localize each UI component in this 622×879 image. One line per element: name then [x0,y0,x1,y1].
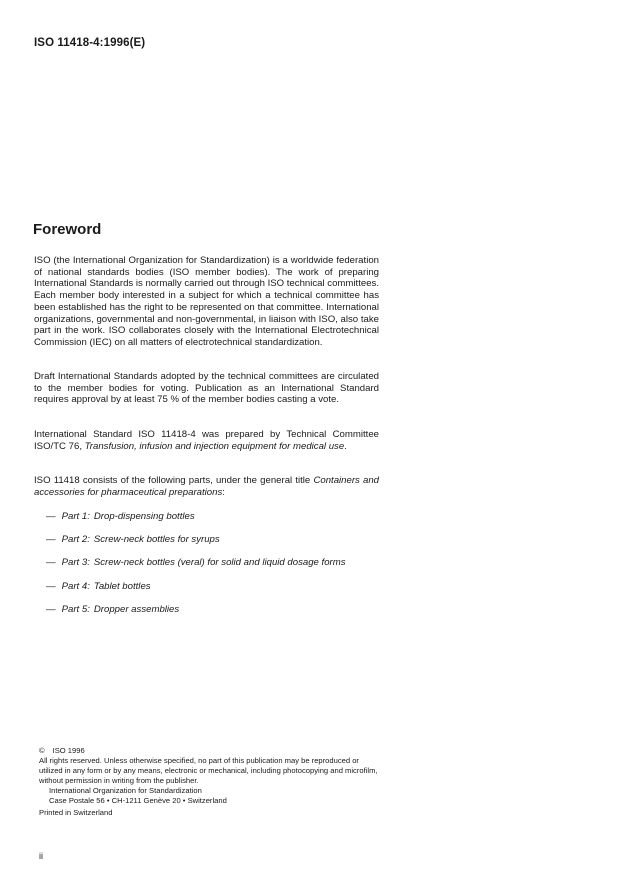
general-title: Containers and accessories for pharmaceutical preparations [34,475,380,498]
copyright-year: ISO 1996 [52,746,85,755]
part-label: Part 1: [61,511,90,522]
part-list-item [46,604,179,616]
part-label: Part 5: [61,604,90,615]
foreword-paragraph-2: Draft International Standards adopted by the technical committees are circulated to the member bodies for voting. Publication as an International Standard requires approval by at least 75 % of the member bodies casting a vote. [34,371,379,406]
part-label: Part 2: [61,534,90,545]
paragraph-3-end: . [344,440,347,452]
part-list-item [46,581,151,593]
list-dash: — [46,604,56,615]
part-title: Tablet bottles [93,581,151,592]
page-number: ii [39,851,43,861]
part-list-item [46,557,346,569]
paragraph-4-end: : [222,486,225,498]
part-title: Screw-neck bottles for syrups [93,534,220,545]
part-label: Part 4: [61,581,90,592]
part-list-item [46,511,195,523]
foreword-title: Foreword [33,221,102,238]
publisher-name: International Organization for Standardization [49,786,202,795]
list-dash: — [46,511,56,522]
document-header-id: ISO 11418-4:1996(E) [34,37,146,49]
copyright-symbol: © [39,746,45,755]
printed-in: Printed in Switzerland [39,808,113,817]
committee-scope-title: Transfusion, infusion and injection equipment for medical use [84,440,345,452]
part-title: Screw-neck bottles (veral) for solid and liquid dosage forms [93,557,346,568]
part-title: Dropper assemblies [93,604,180,615]
part-list-item [46,534,220,546]
part-title: Drop-dispensing bottles [93,511,195,522]
foreword-paragraph-4 [34,475,379,498]
foreword-paragraph-1: ISO (the International Organization for Standardization) is a worldwide federation of national standards bodies (ISO member bodies). The work of preparing International Standards is normally carried out through ISO technical committees. Each member body interested in a subject for which a technical committee has been established has the right to be represented on that committee. International organizations, governmental and non-governmental, in liaison with ISO, also take part in the work. ISO collaborates closely with the International Electrotechnical Commission (IEC) on all matters of electrotechnical standardization. [34,255,380,348]
copyright-line [39,746,384,756]
foreword-paragraph-3 [34,429,379,452]
copyright-notice [39,746,384,806]
publisher-address: Case Postale 56 • CH-1211 Genève 20 • Switzerland [49,796,227,805]
part-label: Part 3: [61,557,90,568]
list-dash: — [46,534,56,545]
paragraph-4-text: ISO 11418 consists of the following parts, under the general title [34,475,314,486]
list-dash: — [46,581,56,592]
paragraph-3-text: International Standard ISO 11418-4 was prepared by Technical Committee ISO/TC 76, [34,429,379,452]
list-dash: — [46,557,56,568]
rights-statement: All rights reserved. Unless otherwise specified, no part of this publication may be reproduced or utilized in any form or by any means, electronic or mechanical, including photocopying and microfilm, without permission in writing from the publisher. [39,756,378,785]
